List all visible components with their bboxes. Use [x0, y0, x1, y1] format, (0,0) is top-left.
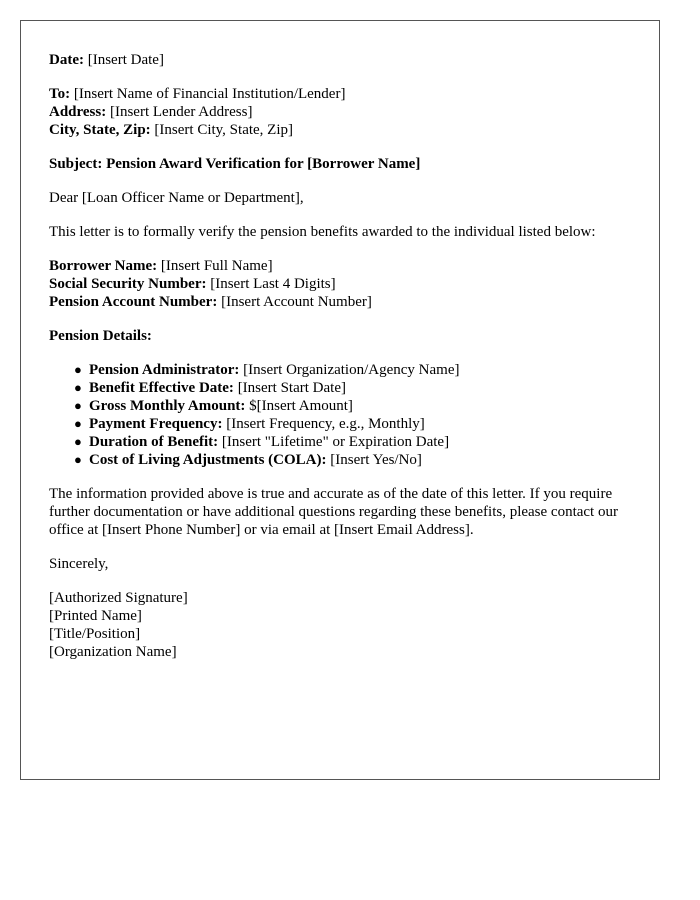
bullet-icon: ● — [74, 362, 82, 377]
subject-text: Subject: Pension Award Verification for [Borrower Name] — [49, 156, 421, 172]
recipient-block — [49, 85, 631, 139]
detail-value: [Insert Organization/Agency Name] — [243, 362, 460, 378]
list-item — [74, 361, 631, 379]
borrower-name-label: Borrower Name: — [49, 258, 158, 274]
signature-line: [Authorized Signature] — [49, 590, 188, 606]
bullet-icon: ● — [74, 380, 82, 395]
pension-account-label: Pension Account Number: — [49, 294, 218, 310]
bullet-icon: ● — [74, 452, 82, 467]
details-heading — [49, 327, 631, 345]
title-position-line: [Title/Position] — [49, 626, 141, 642]
ssn-line — [49, 275, 631, 293]
detail-label: Benefit Effective Date: — [89, 380, 234, 396]
details-list — [49, 361, 631, 469]
sign-off: Sincerely, — [49, 556, 109, 572]
pension-account-value: [Insert Account Number] — [221, 294, 372, 310]
city-label: City, State, Zip: — [49, 122, 151, 138]
city-line — [49, 121, 631, 139]
detail-label: Cost of Living Adjustments (COLA): — [89, 452, 327, 468]
list-item — [74, 379, 631, 397]
list-item — [74, 451, 631, 469]
subject-line — [49, 155, 631, 173]
salutation: Dear [Loan Officer Name or Department], — [49, 190, 304, 206]
borrower-name-value: [Insert Full Name] — [160, 258, 273, 274]
details-heading-text: Pension Details: — [49, 328, 152, 344]
detail-value: [Insert Yes/No] — [330, 452, 422, 468]
list-item — [74, 433, 631, 451]
to-line — [49, 85, 631, 103]
ssn-label: Social Security Number: — [49, 276, 207, 292]
borrower-block — [49, 257, 631, 311]
printed-name-line: [Printed Name] — [49, 608, 142, 624]
address-line — [49, 103, 631, 121]
bullet-icon: ● — [74, 434, 82, 449]
ssn-value: [Insert Last 4 Digits] — [210, 276, 336, 292]
signature-block — [49, 589, 631, 661]
letter-page — [20, 20, 660, 780]
city-value: [Insert City, State, Zip] — [154, 122, 294, 138]
to-label: To: — [49, 86, 71, 102]
detail-value: [Insert Frequency, e.g., Monthly] — [226, 416, 425, 432]
date-label: Date: — [49, 52, 84, 68]
detail-value: $[Insert Amount] — [249, 398, 353, 414]
detail-value: [Insert "Lifetime" or Expiration Date] — [221, 434, 450, 450]
detail-label: Payment Frequency: — [89, 416, 223, 432]
detail-label: Gross Monthly Amount: — [89, 398, 246, 414]
bullet-icon: ● — [74, 398, 82, 413]
detail-value: [Insert Start Date] — [237, 380, 346, 396]
detail-label: Pension Administrator: — [89, 362, 240, 378]
detail-label: Duration of Benefit: — [89, 434, 219, 450]
organization-name-line: [Organization Name] — [49, 644, 177, 660]
date-value: [Insert Date] — [87, 52, 164, 68]
list-item — [74, 415, 631, 433]
borrower-name-line — [49, 257, 631, 275]
to-value: [Insert Name of Financial Institution/Lender] — [73, 86, 346, 102]
closing-paragraph: The information provided above is true and accurate as of the date of this letter. If you require further documentation or have additional questions regarding these benefits, please contact our office at [Insert Phone Number] or via email at [Insert Email Address]. — [49, 486, 618, 538]
address-value: [Insert Lender Address] — [109, 104, 253, 120]
address-label: Address: — [49, 104, 107, 120]
pension-account-line — [49, 293, 631, 311]
intro-paragraph: This letter is to formally verify the pension benefits awarded to the individual listed below: — [49, 224, 596, 240]
list-item — [74, 397, 631, 415]
date-line — [49, 51, 631, 69]
bullet-icon: ● — [74, 416, 82, 431]
